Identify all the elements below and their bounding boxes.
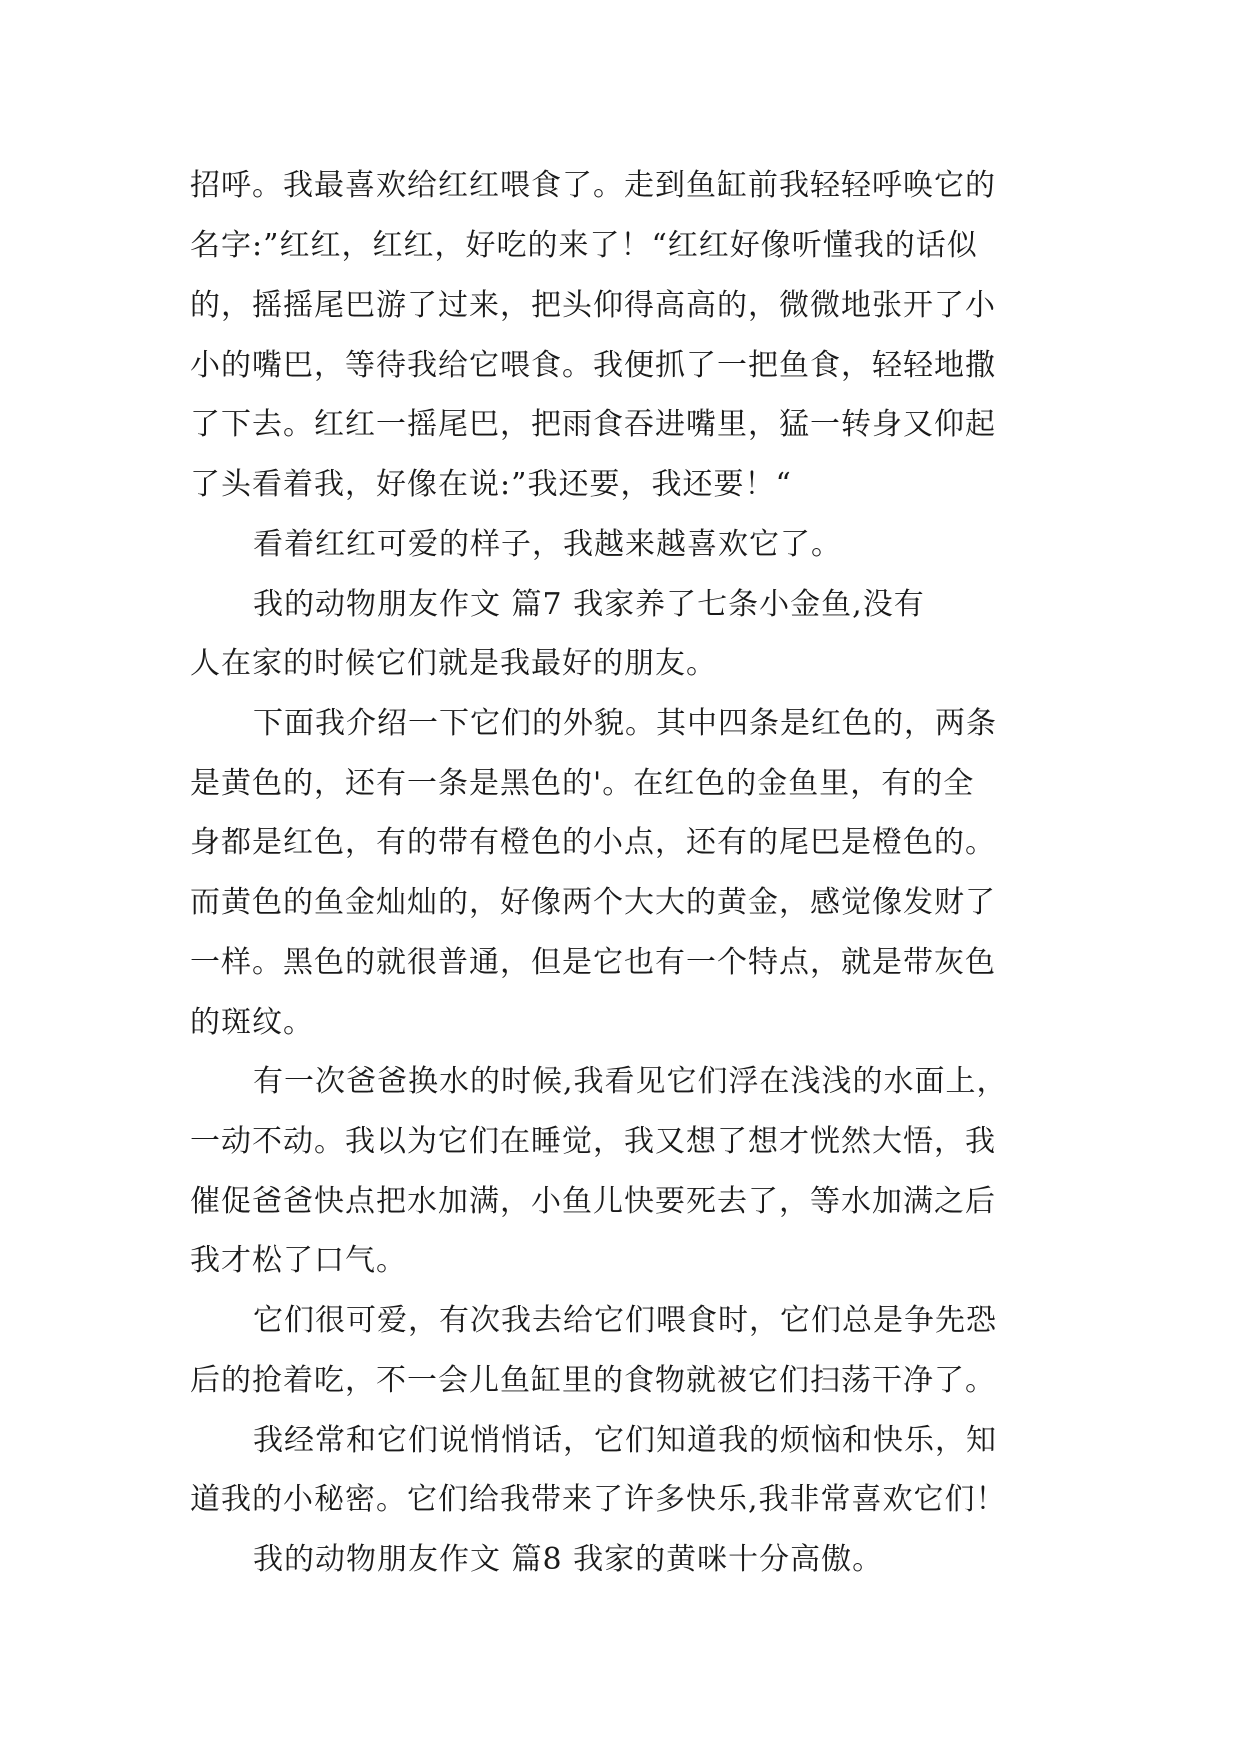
text-line: 了头看着我，好像在说:”我还要，我还要！“ <box>190 467 792 502</box>
text-line: 了下去。红红一摇尾巴，把雨食吞进嘴里，猛一转身又仰起 <box>190 407 996 442</box>
text-line: 小的嘴巴，等待我给它喂食。我便抓了一把鱼食，轻轻地撒 <box>190 348 996 383</box>
paragraph-line: 看着红红可爱的样子，我越来越喜欢它了。 <box>253 527 842 562</box>
text-line: 后的抢着吃，不一会儿鱼缸里的食物就被它们扫荡干净了。 <box>190 1363 996 1398</box>
text-line: 一动不动。我以为它们在睡觉，我又想了想才恍然大悟，我 <box>190 1124 996 1159</box>
paragraph-line: 有一次爸爸换水的时候,我看见它们浮在浅浅的水面上， <box>253 1064 1008 1099</box>
text-line: 名字:”红红，红红，好吃的来了！“红红好像听懂我的话似 <box>190 228 978 263</box>
paragraph-line: 下面我介绍一下它们的外貌。其中四条是红色的，两条 <box>253 706 997 741</box>
text-line: 一样。黑色的就很普通，但是它也有一个特点，就是带灰色 <box>190 945 996 980</box>
section-heading-line: 我的动物朋友作文 篇7 我家养了七条小金鱼,没有 <box>253 587 925 622</box>
text-line: 招呼。我最喜欢给红红喂食了。走到鱼缸前我轻轻呼唤它的 <box>190 168 996 203</box>
text-line: 道我的小秘密。它们给我带来了许多快乐,我非常喜欢它们！ <box>190 1482 1007 1517</box>
paragraph-line: 它们很可爱，有次我去给它们喂食时，它们总是争先恐 <box>253 1303 997 1338</box>
text-line: 我才松了口气。 <box>190 1243 407 1278</box>
text-line: 而黄色的鱼金灿灿的，好像两个大大的黄金，感觉像发财了 <box>190 885 996 920</box>
text-line: 催促爸爸快点把水加满，小鱼儿快要死去了，等水加满之后 <box>190 1184 996 1219</box>
section-heading-line: 我的动物朋友作文 篇8 我家的黄咪十分高傲。 <box>253 1542 884 1577</box>
text-line: 是黄色的，还有一条是黑色的'。在红色的金鱼里，有的全 <box>190 766 975 801</box>
text-line: 的，摇摇尾巴游了过来，把头仰得高高的，微微地张开了小 <box>190 288 996 323</box>
text-line: 人在家的时候它们就是我最好的朋友。 <box>190 646 717 681</box>
text-line: 身都是红色，有的带有橙色的小点，还有的尾巴是橙色的。 <box>190 825 996 860</box>
text-line: 的斑纹。 <box>190 1005 314 1040</box>
paragraph-line: 我经常和它们说悄悄话，它们知道我的烦恼和快乐，知 <box>253 1423 997 1458</box>
